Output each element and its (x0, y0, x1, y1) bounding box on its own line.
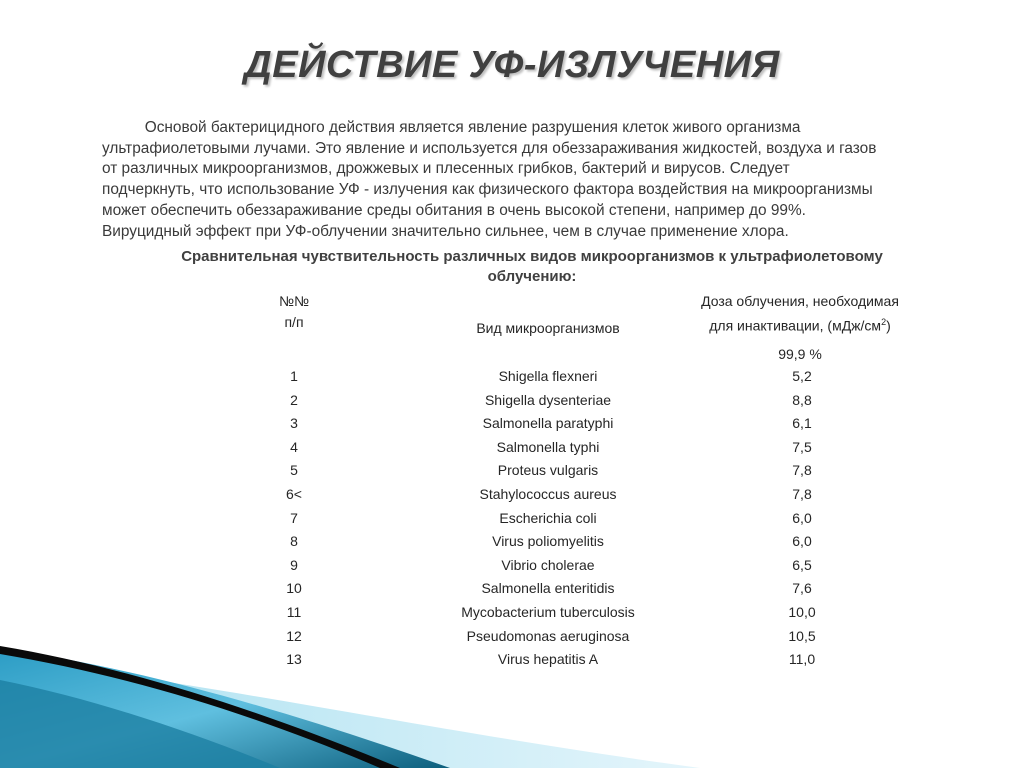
row-dose: 5,2 (792, 368, 812, 384)
header-percent: 99,9 % (778, 346, 822, 362)
row-dose: 8,8 (792, 391, 812, 408)
header-dose-tail: ) (886, 317, 891, 334)
intro-line: может обеспечить обеззараживание среды обитания в очень высокой степени, например до 99%. (102, 201, 806, 219)
header-dose-sup: 2 (881, 317, 887, 327)
header-number-line1: №№ (278, 293, 310, 309)
table-row (0, 436, 1024, 460)
row-number: 13 (286, 651, 302, 668)
row-dose: 7,6 (792, 580, 812, 597)
header-number (244, 291, 344, 333)
header-number-line2: п/п (284, 314, 304, 330)
row-organism: Virus hepatitis A (497, 651, 599, 668)
intro-line: Основой бактерицидного действия является явление разрушения клеток живого организма (102, 119, 801, 136)
header-dose-line2 (650, 312, 950, 337)
table-row (0, 459, 1024, 483)
row-organism: Stahylococcus aureus (479, 485, 617, 502)
row-organism: Pseudomonas aeruginosa (466, 627, 630, 644)
row-number: 10 (286, 580, 302, 597)
table-row (0, 601, 1024, 625)
row-number: 11 (286, 603, 302, 620)
table-row (0, 507, 1024, 531)
row-organism: Mycobacterium tuberculosis (461, 603, 635, 620)
row-organism: Escherichia coli (499, 509, 597, 526)
table-row (0, 412, 1024, 436)
row-number: 2 (290, 391, 298, 408)
row-organism: Salmonella typhi (496, 438, 600, 455)
row-dose: 6,5 (792, 556, 812, 573)
row-number: 6< (286, 485, 302, 502)
row-number: 7 (290, 509, 298, 526)
intro-line: от различных микроорганизмов, дрожжевых и плесенных грибков, бактерий и вирусов. Следует (102, 160, 790, 178)
table-row (0, 389, 1024, 413)
table-caption-line: облучению: (487, 268, 577, 285)
row-organism: Shigella flexneri (498, 368, 598, 384)
row-number: 4 (290, 438, 298, 455)
intro-line: Вируцидный эффект при УФ-облучении значительно сильнее, чем в случае применение хлора. (102, 222, 789, 240)
row-dose: 11,0 (788, 651, 816, 668)
row-dose: 7,5 (792, 438, 812, 455)
table-row (0, 483, 1024, 507)
row-dose: 6,1 (792, 415, 812, 432)
row-dose: 6,0 (792, 533, 812, 550)
header-dose-line1: Доза облучения, необходимая (701, 293, 899, 309)
row-number: 9 (290, 556, 298, 573)
row-dose: 10,5 (788, 627, 816, 644)
table-row (0, 365, 1024, 389)
table-row (0, 577, 1024, 601)
table-caption (100, 247, 964, 287)
row-organism: Salmonella enteritidis (481, 580, 615, 597)
table-row (0, 554, 1024, 578)
row-number: 3 (290, 415, 298, 432)
row-dose: 7,8 (792, 462, 812, 479)
row-number: 1 (290, 368, 298, 384)
row-organism: Shigella dysenteriae (484, 391, 612, 408)
decorative-wave-graphic (0, 640, 700, 768)
header-dose-unit: для инактивации, (мДж/см (709, 317, 882, 334)
row-organism: Vibrio cholerae (501, 556, 595, 573)
row-number: 8 (290, 533, 298, 550)
intro-line: подчеркнуть, что использование УФ - излучения как физического фактора воздействия на микроорганизмы (102, 181, 873, 199)
row-organism: Virus poliomyelitis (492, 533, 604, 550)
table-body (0, 365, 1024, 672)
row-number: 5 (290, 462, 298, 479)
row-organism: Salmonella paratyphi (482, 415, 614, 432)
row-number: 12 (286, 627, 302, 644)
table-caption-line: Сравнительная чувствительность различных видов микроорганизмов к ультрафиолетовому (181, 248, 883, 265)
row-dose: 7,8 (792, 485, 812, 502)
header-dose (650, 291, 950, 337)
intro-line: ультрафиолетовыми лучами. Это явление и используется для обеззараживания жидкостей, воздуха и газов (102, 139, 877, 157)
header-organism: Вид микроорганизмов (476, 320, 620, 336)
table-row (0, 530, 1024, 554)
intro-paragraph (102, 118, 972, 242)
row-dose: 10,0 (788, 603, 816, 620)
slide-title: ДЕЙСТВИЕ УФ-ИЗЛУЧЕНИЯ (244, 44, 780, 86)
row-organism: Proteus vulgaris (497, 462, 599, 479)
row-dose: 6,0 (792, 509, 812, 526)
